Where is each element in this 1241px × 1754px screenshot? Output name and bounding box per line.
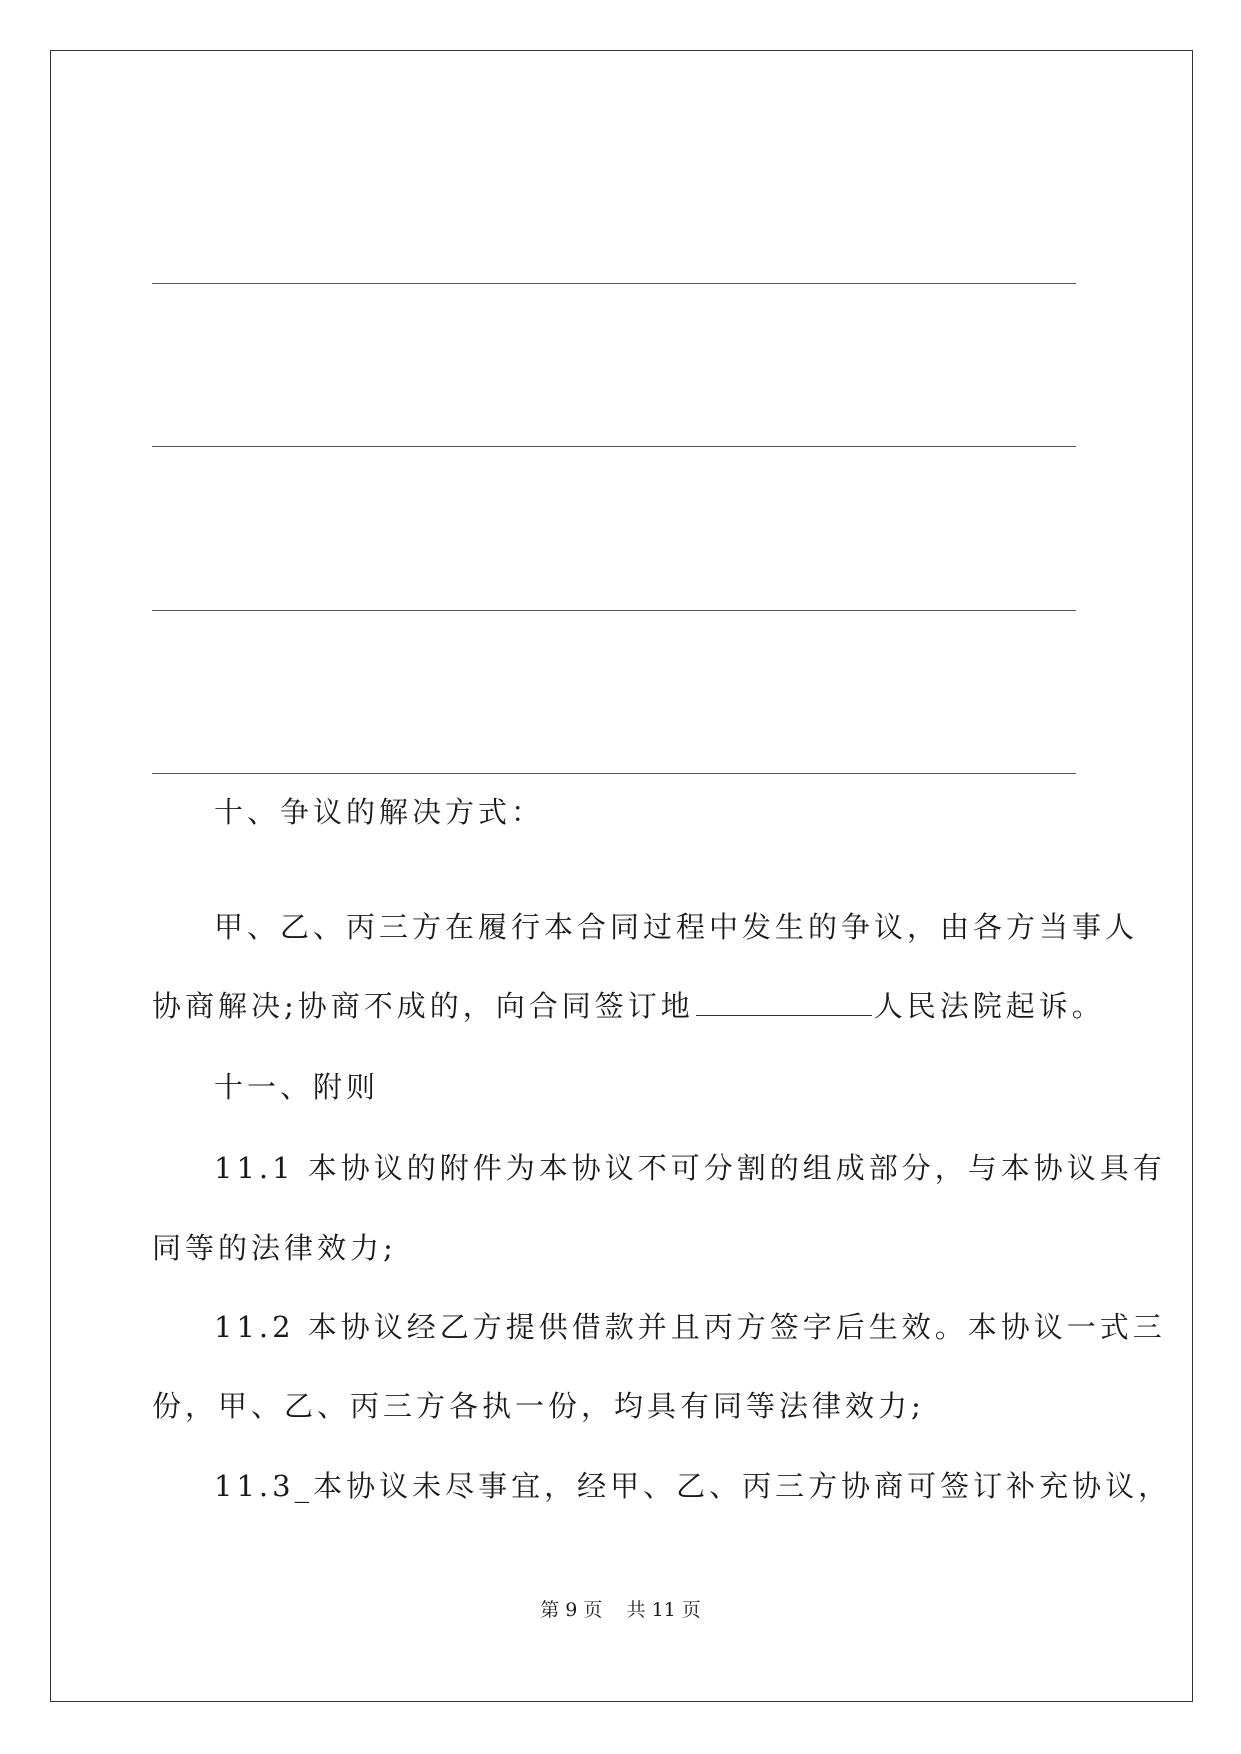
- court-location-blank: [696, 989, 872, 1016]
- clause-11-1-line-2: 同等的法律效力;: [152, 1231, 397, 1265]
- clause-11-3-line-1: 11.3_本协议未尽事宜，经甲、乙、丙三方协商可签订补充协议，: [214, 1469, 1172, 1503]
- section-10-paragraph-line-2-before: 协商解决;协商不成的，向合同签订地: [152, 989, 694, 1023]
- page-number: 第 9 页: [540, 1599, 603, 1621]
- blank-rule-line-2: [152, 446, 1076, 447]
- page-footer: [0, 1597, 1241, 1623]
- clause-11-2-line-1: 11.2 本协议经乙方提供借款并且丙方签字后生效。本协议一式三: [214, 1310, 1166, 1344]
- section-11-title: 十一、附则: [214, 1070, 380, 1104]
- section-10-paragraph-line-2: [152, 986, 1105, 1026]
- page-total: 共 11 页: [626, 1599, 701, 1621]
- page-frame: [50, 50, 1193, 1702]
- blank-rule-line-1: [152, 283, 1076, 284]
- clause-11-1-line-1: 11.1 本协议的附件为本协议不可分割的组成部分，与本协议具有: [214, 1151, 1166, 1185]
- section-10-title: 十、争议的解决方式：: [214, 795, 545, 829]
- blank-rule-line-3: [152, 610, 1076, 611]
- clause-11-2-line-2: 份，甲、乙、丙三方各执一份，均具有同等法律效力;: [152, 1389, 925, 1423]
- section-10-paragraph-line-2-after: 人民法院起诉。: [873, 989, 1105, 1023]
- blank-rule-line-4: [152, 773, 1076, 774]
- section-10-paragraph-line-1: 甲、乙、丙三方在履行本合同过程中发生的争议，由各方当事人: [214, 910, 1139, 944]
